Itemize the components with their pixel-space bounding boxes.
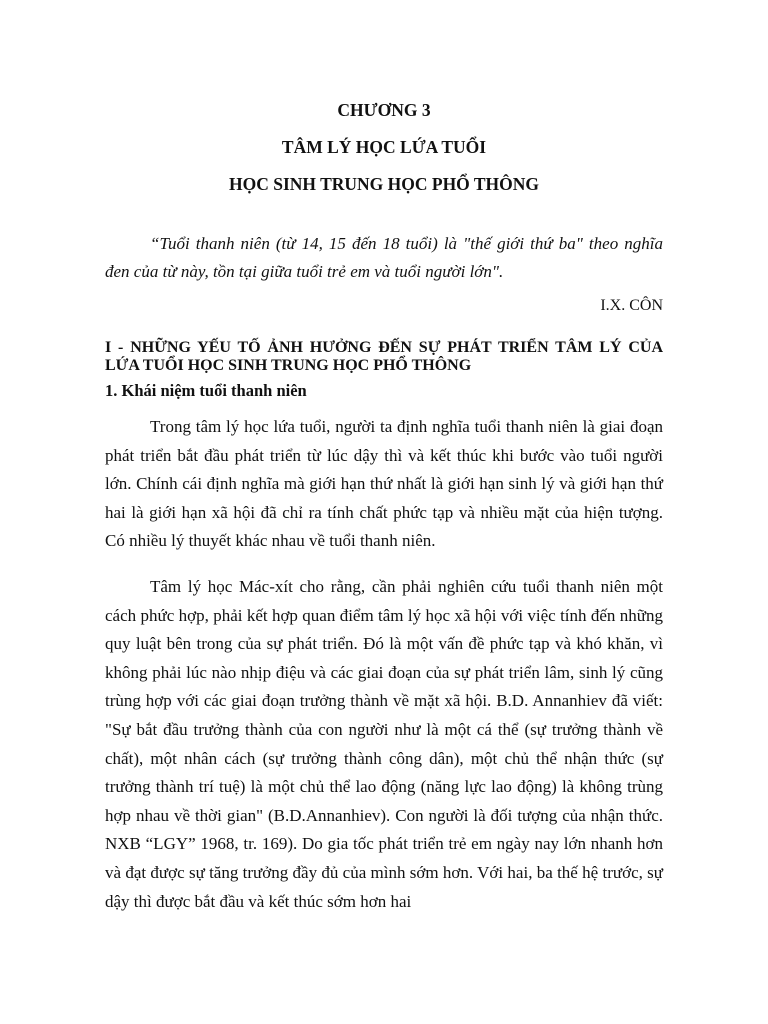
paragraph-2: Tâm lý học Mác-xít cho rằng, cần phải nghiên cứu tuổi thanh niên một cách phức hợp, phải kết hợp quan điểm tâm lý học xã hội với việc tính đến những quy luật bên trong của sự phát triển. Đó là một vấn đề phức tạp và khó khăn, vì không phải lúc nào nhịp điệu và các giai đoạn của sự phát triển lâm, sinh lý cũng trùng hợp với các giai đoạn trưởng thành về mặt xã hội. B.D. Annanhiev đã viết: "Sự bắt đầu trưởng thành của con người như là một cá thể (sự trưởng thành về chất), một nhân cách (sự trưởng thành công dân), một chủ thể nhận thức (sự trưởng thành trí tuệ) là một chủ thể lao động (năng lực lao động) là không trùng hợp nhau về thời gian" (B.D.Annanhiev). Con người là đối tượng của nhận thức. NXB “LGY” 1968, tr. 169). Do gia tốc phát triển trẻ em ngày nay lớn nhanh hơn và đạt được sự tăng trưởng đầy đủ của mình sớm hơn. Với hai, ba thế hệ trước, sự dậy thì được bắt đầu và kết thúc sớm hơn hai xyxy=(105,576,663,911)
chapter-number: CHƯƠNG 3 xyxy=(337,100,431,120)
section-heading: I - NHỮNG YẾU TỐ ẢNH HƯỞNG ĐẾN SỰ PHÁT TRIỂN TÂM LÝ CỦA LỨA TUỔI HỌC SINH TRUNG HỌC PHỔ THÔNG xyxy=(105,339,663,374)
paragraph-1: Trong tâm lý học lứa tuổi, người ta định nghĩa tuổi thanh niên là giai đoạn phát triển bắt đầu phát triển từ lúc dậy thì và kết thúc khi bước vào tuổi người lớn. Chính cái định nghĩa mà giới hạn thứ nhất là giới hạn sinh lý và giới hạn thứ hai là giới hạn xã hội đã chỉ ra tính chất phức tạp và nhiều mặt của hiện tượng. Có nhiều lý thuyết khác nhau về tuổi thanh niên. xyxy=(105,417,663,551)
subsection-heading: 1. Khái niệm tuổi thanh niên xyxy=(105,381,307,400)
epigraph-quote: “Tuổi thanh niên (từ 14, 15 đến 18 tuổi) là "thế giới thứ ba" theo nghĩa đen của từ này, tồn tại giữa tuổi trẻ em và tuổi người lớn". xyxy=(105,234,663,281)
epigraph-author: I.X. CÔN xyxy=(600,297,663,314)
document-page xyxy=(105,100,663,933)
chapter-title-line-1: TÂM LÝ HỌC LỨA TUỔI xyxy=(281,137,487,157)
chapter-title-line-2: HỌC SINH TRUNG HỌC PHỔ THÔNG xyxy=(228,174,540,194)
